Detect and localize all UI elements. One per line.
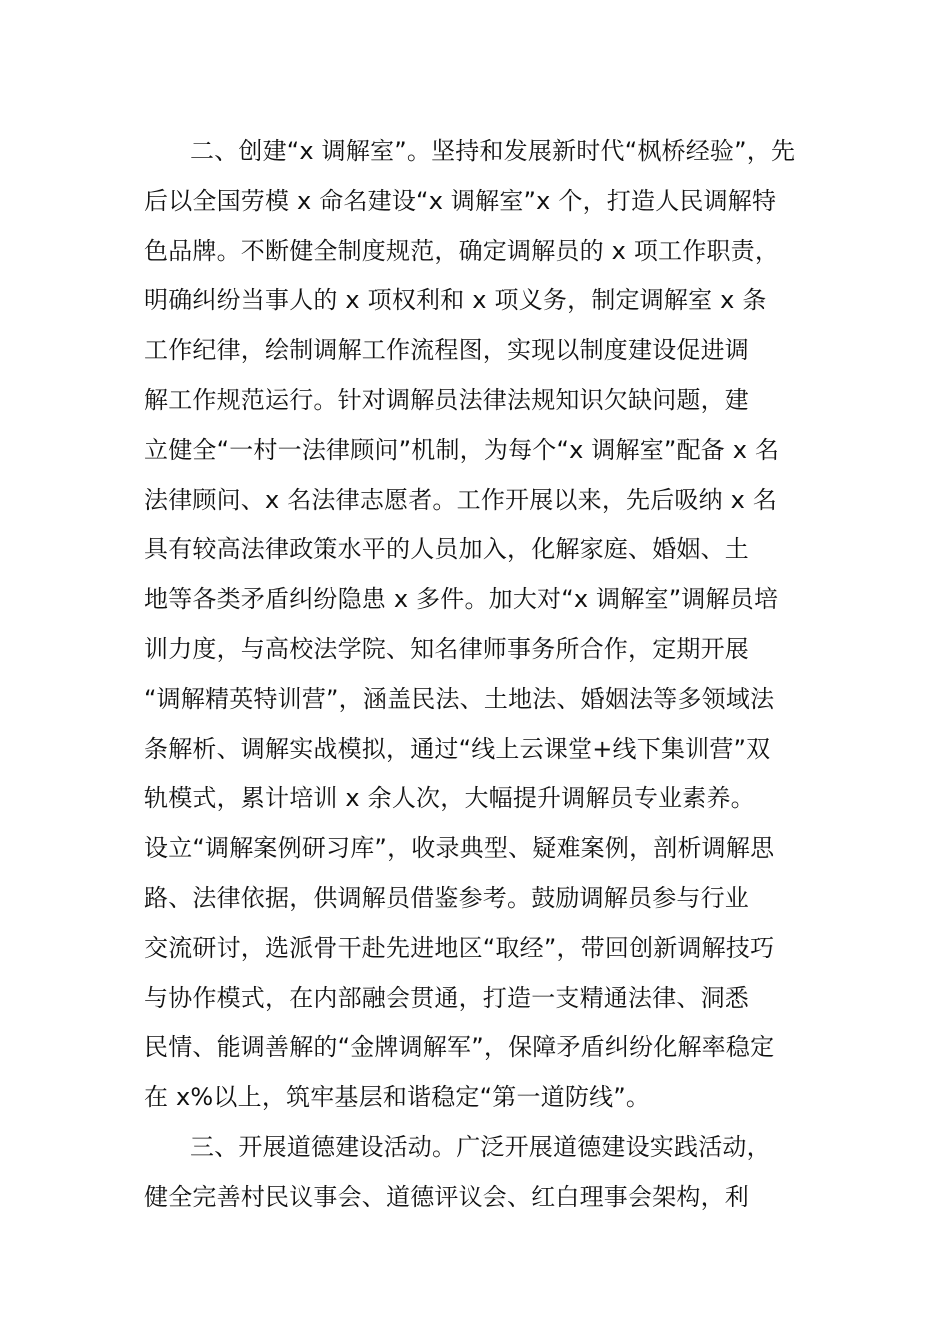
paragraph-2-line-10: 地等各类矛盾纠纷隐患 x 多件。加大对“x 调解室”调解员培	[144, 585, 779, 614]
paragraph-2-line-1: 二、创建“x 调解室”。坚持和发展新时代“枫桥经验”，先	[190, 137, 796, 165]
paragraph-2-line-18: 与协作模式，在内部融会贯通，打造一支精通法律、洞悉	[144, 983, 749, 1012]
paragraph-2-line-3: 色品牌。不断健全制度规范，确定调解员的 x 项工作职责，	[144, 236, 780, 265]
paragraph-2-line-11: 训力度，与高校法学院、知名律师事务所合作，定期开展	[144, 634, 749, 663]
paragraph-2-line-16: 路、法律依据，供调解员借鉴参考。鼓励调解员参与行业	[144, 883, 749, 912]
body-text	[144, 127, 806, 1223]
paragraph-2-line-14: 轨模式，累计培训 x 余人次，大幅提升调解员专业素养。	[144, 784, 755, 813]
paragraph-3-line-1: 三、开展道德建设活动。广泛开展道德建设实践活动，	[190, 1132, 771, 1161]
paragraph-3-line-2: 健全完善村民议事会、道德评议会、红白理事会架构，利	[144, 1182, 749, 1211]
paragraph-2-line-4: 明确纠纷当事人的 x 项权利和 x 项义务，制定调解室 x 条	[144, 286, 767, 315]
paragraph-2-line-12: “调解精英特训营”，涵盖民法、土地法、婚姻法等多领域法	[144, 684, 775, 713]
paragraph-2-line-20: 在 x%以上，筑牢基层和谐稳定“第一道防线”。	[144, 1083, 651, 1112]
paragraph-2-line-19: 民情、能调善解的“金牌调解军”，保障矛盾纠纷化解率稳定	[144, 1033, 775, 1062]
paragraph-2-line-9: 具有较高法律政策水平的人员加入，化解家庭、婚姻、土	[144, 535, 749, 564]
paragraph-2-line-5: 工作纪律，绘制调解工作流程图，实现以制度建设促进调	[144, 336, 749, 365]
paragraph-2-line-6: 解工作规范运行。针对调解员法律法规知识欠缺问题，建	[144, 385, 749, 414]
paragraph-2-line-15: 设立“调解案例研习库”，收录典型、疑难案例，剖析调解思	[144, 834, 775, 863]
paragraph-2-line-2: 后以全国劳模 x 命名建设“x 调解室”x 个，打造人民调解特	[144, 186, 777, 215]
paragraph-2-line-8: 法律顾问、x 名法律志愿者。工作开展以来，先后吸纳 x 名	[144, 485, 778, 514]
paragraph-2-line-17: 交流研讨，选派骨干赴先进地区“取经”，带回创新调解技巧	[144, 933, 775, 962]
paragraph-2-line-13: 条解析、调解实战模拟，通过“线上云课堂+线下集训营”双	[144, 734, 771, 763]
paragraph-2-line-7: 立健全“一村一法律顾问”机制，为每个“x 调解室”配备 x 名	[144, 435, 780, 464]
